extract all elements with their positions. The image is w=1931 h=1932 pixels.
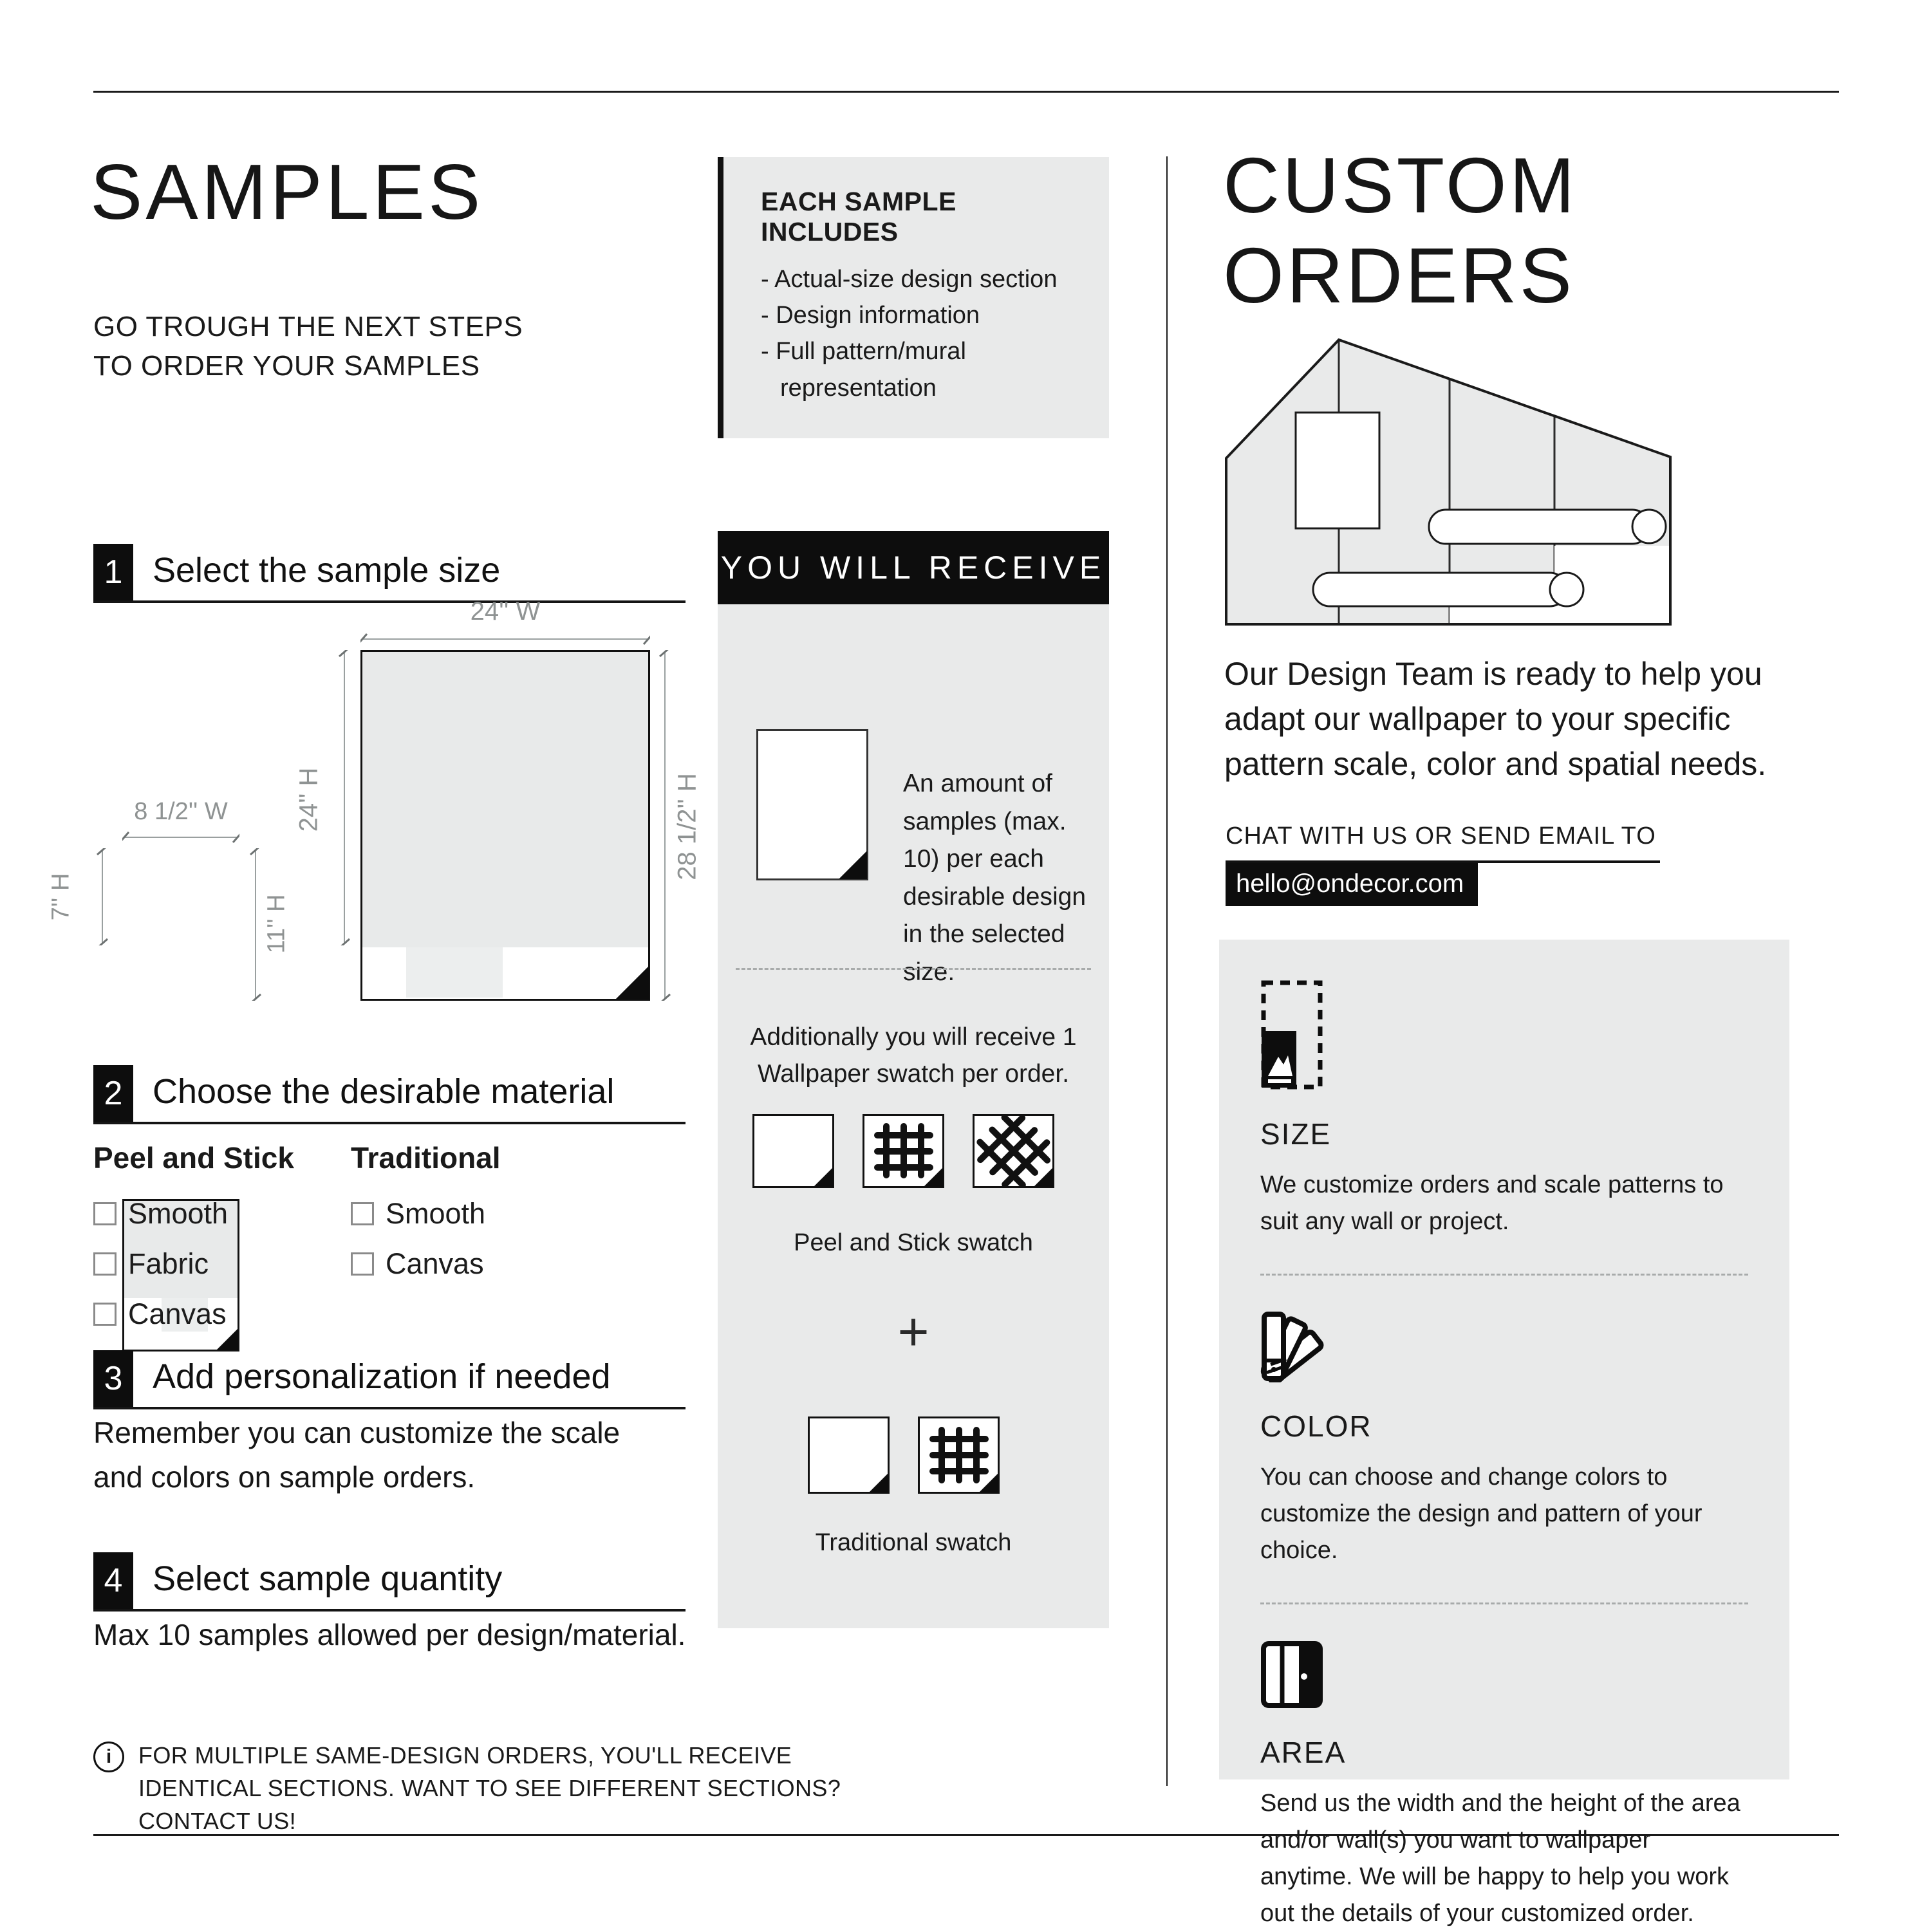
dim-label-11h: 11'' H xyxy=(263,894,290,954)
traditional-column xyxy=(351,1140,608,1348)
dim-label-7h: 7'' H xyxy=(47,873,75,921)
folded-corner xyxy=(839,851,867,879)
samples-title: SAMPLES xyxy=(90,148,484,236)
dim-label-24h: 24'' H xyxy=(294,767,323,832)
area-wall-icon xyxy=(1260,1700,1323,1711)
step-1-title: Select the sample size xyxy=(153,551,501,590)
includes-item: - Design information xyxy=(761,302,980,330)
step-4-number: 4 xyxy=(93,1552,133,1609)
chat-label: CHAT WITH US OR SEND EMAIL TO xyxy=(1226,822,1660,863)
house-wallpaper-illustration xyxy=(1223,335,1674,631)
custom-orders-title: CUSTOM ORDERS xyxy=(1223,142,1578,319)
folded-corner xyxy=(1034,1167,1053,1187)
folded-corner xyxy=(869,1473,888,1492)
includes-item: - Full pattern/mural representation xyxy=(761,338,966,402)
top-divider xyxy=(93,91,1839,93)
grid-swatch-icon xyxy=(918,1416,1000,1494)
includes-title: EACH SAMPLE INCLUDES xyxy=(761,187,956,246)
material-option-label: Smooth xyxy=(128,1197,229,1230)
samples-subtitle: GO TROUGH THE NEXT STEPS TO ORDER YOUR SAMPLES xyxy=(93,311,523,382)
material-option-canvas xyxy=(351,1247,608,1281)
step-2-header xyxy=(93,1065,686,1124)
size-crop-icon xyxy=(1260,1082,1325,1093)
size-heading: SIZE xyxy=(1260,1117,1332,1151)
dashed-divider xyxy=(1260,1274,1748,1276)
dim-line-vertical xyxy=(337,650,351,945)
checkbox-icon[interactable] xyxy=(93,1303,117,1326)
size-text: We customize orders and scale patterns to suit any wall or project. xyxy=(1260,1171,1724,1235)
sample-page-icon xyxy=(756,729,868,880)
info-note-text: FOR MULTIPLE SAME-DESIGN ORDERS, YOU'LL RECEIVE IDENTICAL SECTIONS. WANT TO SEE DIFFERENT SECTIONS? CONTACT US! xyxy=(138,1742,841,1835)
dim-line-horizontal xyxy=(360,632,650,646)
checkbox-icon[interactable] xyxy=(351,1202,374,1225)
color-heading: COLOR xyxy=(1260,1409,1372,1443)
area-heading: AREA xyxy=(1260,1736,1347,1769)
grid-swatch-icon xyxy=(863,1114,944,1188)
step-4-title: Select sample quantity xyxy=(153,1559,503,1598)
material-option-fabric xyxy=(93,1247,351,1281)
info-note xyxy=(93,1739,891,1837)
email-link[interactable]: hello@ondecor.com xyxy=(1226,863,1478,906)
custom-features-panel xyxy=(1219,940,1789,1927)
column-divider xyxy=(1166,156,1168,1786)
step-3-title: Add personalization if needed xyxy=(153,1357,611,1396)
step-1-number: 1 xyxy=(93,544,133,600)
design-team-intro: Our Design Team is ready to help you adapt our wallpaper to your specific pattern scale, color and spatial needs. xyxy=(1224,656,1767,782)
step-1-header xyxy=(93,544,686,603)
material-option-label: Fabric xyxy=(128,1247,209,1280)
peel-and-stick-column xyxy=(93,1140,351,1348)
each-sample-includes-box xyxy=(718,157,1109,438)
area-text: Send us the width and the height of the area and/or wall(s) you want to wallpaper anytime. We will be happy to help you work out the details of your customized order. xyxy=(1260,1790,1740,1927)
color-text: You can choose and change colors to customize the design and pattern of your choice. xyxy=(1260,1463,1702,1564)
folded-corner xyxy=(615,966,649,999)
traditional-swatch-label: Traditional swatch xyxy=(815,1529,1012,1556)
traditional-swatch-row xyxy=(808,1416,1000,1494)
dashed-divider xyxy=(736,968,1091,970)
contact-block xyxy=(1226,822,1660,906)
step-3-text: Remember you can customize the scale and colors on sample orders. xyxy=(93,1416,620,1494)
step-3-number: 3 xyxy=(93,1350,133,1407)
info-icon: i xyxy=(93,1742,124,1772)
material-option-smooth xyxy=(93,1197,351,1231)
peel-and-stick-heading: Peel and Stick xyxy=(93,1141,294,1175)
checkbox-icon[interactable] xyxy=(93,1252,117,1276)
dim-line-horizontal xyxy=(122,830,239,844)
material-option-label: Smooth xyxy=(386,1197,486,1230)
step-2-title: Choose the desirable material xyxy=(153,1072,615,1111)
material-option-canvas xyxy=(93,1297,351,1331)
folded-corner xyxy=(814,1167,833,1187)
dim-line-vertical xyxy=(95,848,109,945)
blank-swatch-icon xyxy=(752,1114,834,1188)
folded-corner xyxy=(979,1473,998,1492)
checkbox-icon[interactable] xyxy=(93,1202,117,1225)
you-will-receive-header: YOU WILL RECEIVE xyxy=(718,531,1109,604)
peel-swatch-label: Peel and Stick swatch xyxy=(794,1229,1033,1256)
amount-text: An amount of samples (max. 10) per each desirable design in the selected size. xyxy=(903,770,1087,986)
material-option-smooth xyxy=(351,1197,608,1231)
material-option-label: Canvas xyxy=(386,1247,484,1280)
additional-text: Additionally you will receive 1 Wallpaper swatch per order. xyxy=(750,1023,1077,1088)
large-sample-inner-square xyxy=(406,947,503,998)
step-4-header xyxy=(93,1552,686,1612)
step-3-header xyxy=(93,1350,686,1409)
dashed-divider xyxy=(1260,1602,1748,1604)
dim-line-vertical xyxy=(658,650,672,1001)
blank-swatch-icon xyxy=(808,1416,890,1494)
you-will-receive-panel xyxy=(718,604,1109,1628)
dim-line-vertical xyxy=(248,848,263,1001)
step-4-text: Max 10 samples allowed per design/material. xyxy=(93,1618,686,1651)
step-2-number: 2 xyxy=(93,1065,133,1122)
checkbox-icon[interactable] xyxy=(351,1252,374,1276)
color-swatchbook-icon xyxy=(1260,1374,1338,1385)
traditional-heading: Traditional xyxy=(351,1141,501,1175)
peel-swatch-row xyxy=(752,1114,1054,1188)
large-sample-page xyxy=(360,650,650,1001)
plus-sign: + xyxy=(897,1301,929,1362)
large-sample-design-section xyxy=(362,652,648,947)
includes-item: - Actual-size design section xyxy=(761,266,1058,293)
folded-corner xyxy=(924,1167,943,1187)
dim-label-28h: 28 1/2'' H xyxy=(673,773,702,880)
dim-label-24w: 24'' W xyxy=(470,597,541,626)
material-columns xyxy=(93,1140,608,1348)
cross-swatch-icon xyxy=(973,1114,1054,1188)
dim-label-85w: 8 1/2'' W xyxy=(134,798,228,825)
material-option-label: Canvas xyxy=(128,1297,227,1330)
